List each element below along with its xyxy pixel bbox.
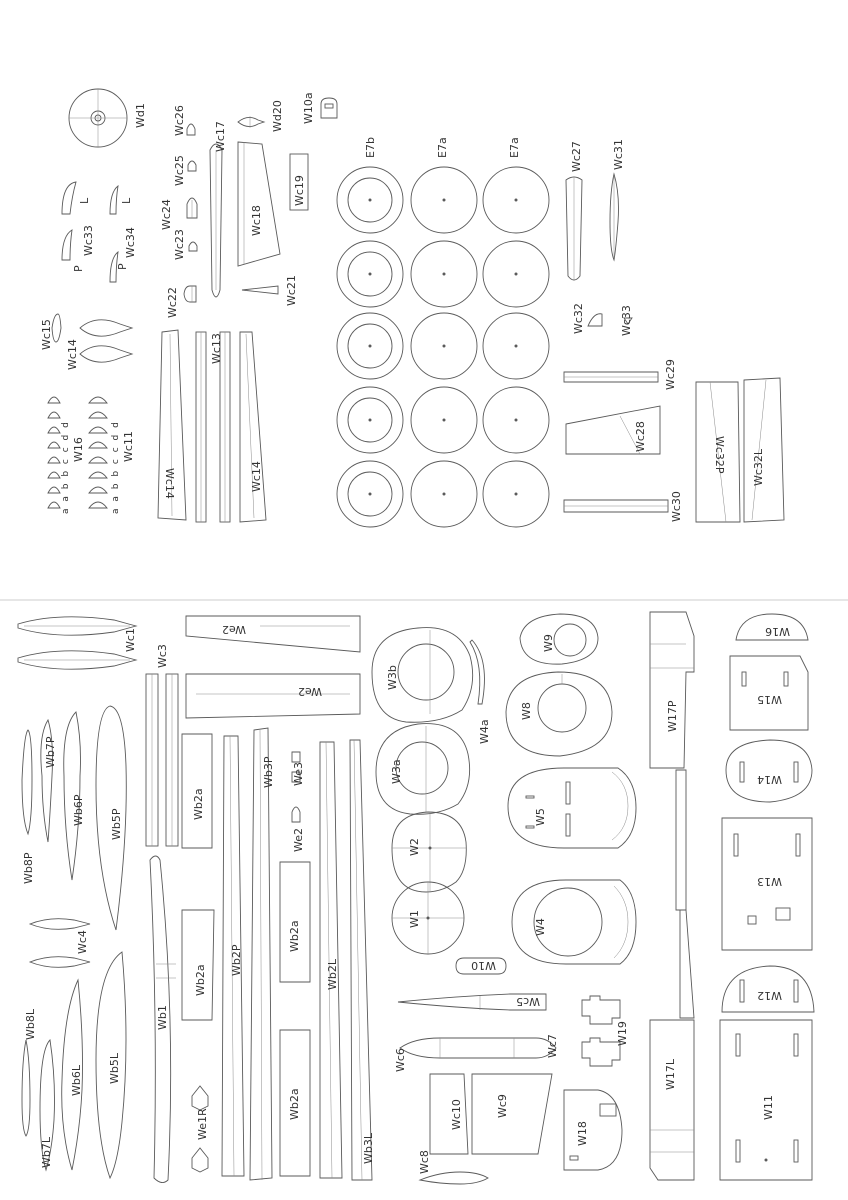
part-wc5 [398,994,546,1010]
mark-l1: L [78,197,91,204]
label-wc7: Wc7 [546,1034,559,1058]
label-wc22: Wc22 [166,287,179,318]
label-wb2l: Wb2L [326,959,339,990]
part-w5 [508,768,636,848]
part-wc3 [146,644,178,846]
top-half [40,89,784,527]
tab-piece [89,427,107,433]
label-w15: W15 [757,693,782,706]
label-wc4: Wc4 [76,930,89,954]
label-wb2a-2: Wb2a [194,964,207,996]
tab-piece [89,472,107,478]
label-wc21: Wc21 [285,275,298,306]
part-wb7l [40,1040,55,1170]
wheel-disc [411,313,477,379]
part-wb3l [350,740,375,1180]
label-we2-b: We2 [298,685,322,698]
label-w4: W4 [534,918,547,936]
part-wb7p [41,720,57,842]
wheel-disc [337,387,403,453]
wheel-disc [483,313,549,379]
part-wc15 [40,314,61,350]
part-w8 [506,672,612,756]
wheel-disc [411,167,477,233]
part-w13 [722,818,812,950]
tab-piece [89,502,107,508]
label-wb3p: Wb3P [262,756,275,788]
bottom-half [18,612,814,1184]
label-wc32: Wc32 [572,303,585,334]
part-wc32 [572,303,602,334]
part-wc31 [610,139,625,260]
part-w17p [650,612,694,768]
part-w18 [564,1090,622,1170]
part-w10a [302,92,337,124]
label-w4a: W4a [478,719,491,744]
tab-piece [89,457,107,463]
part-wc32l [744,378,784,522]
label-w3b: W3b [386,665,399,690]
part-wc23 [173,229,197,260]
part-wb5p [96,706,126,930]
label-wc10: Wc10 [450,1099,463,1130]
label-e7b: E7b [364,137,377,158]
label-w17l: W17L [664,1058,677,1090]
part-wc28 [566,406,660,454]
label-wb1: Wb1 [156,1005,169,1030]
label-w19: W19 [616,1021,629,1046]
label-wc34: Wc34 [124,227,137,258]
label-wb2p: Wb2P [230,944,243,976]
part-wc21 [242,275,298,306]
label-wd1: Wd1 [134,103,147,128]
part-w15 [730,656,808,730]
label-wc5: Wc5 [516,995,540,1008]
part-wb2p [222,736,244,1176]
wheel-disc [483,387,549,453]
part-w12 [722,966,814,1012]
part-wc6 [394,1034,559,1072]
label-wc9: Wc9 [496,1094,509,1118]
part-wc13 [196,332,230,522]
part-wd1 [69,89,147,147]
label-wc32l: Wc32L [752,448,765,486]
label-wc33: Wc33 [620,305,633,336]
label-w1: W1 [408,910,421,928]
wheel-disc [337,461,403,527]
label-wb6p: Wb6P [72,794,85,826]
wheel-disc [411,241,477,307]
part-wc27 [566,141,583,280]
label-e7a-1: E7a [436,137,449,158]
label-wc28: Wc28 [634,421,647,452]
tab-piece [48,412,60,418]
label-w8: W8 [520,702,533,720]
label-we2-a: We2 [222,623,246,636]
wheel-grid [337,167,549,527]
label-wc14-a: Wc14 [163,468,176,499]
label-wb2a-4: Wb2a [288,1088,301,1120]
mark-l2: L [120,197,133,204]
part-w4 [512,880,636,964]
part-wb1 [150,856,176,1183]
label-we2-small: We2 [292,828,305,852]
part-wc26 [173,105,195,136]
label-e7a-2: E7a [508,137,521,158]
label-wc25: Wc25 [173,155,186,186]
label-w3a: W3a [390,759,403,784]
label-wc23: Wc23 [173,229,186,260]
wheel-disc [483,167,549,233]
part-wc30 [564,491,683,522]
part-wb6p [64,712,85,880]
part-w3b [372,628,473,723]
label-wc33: Wc33 [82,225,95,256]
label-wc6: Wc6 [394,1048,407,1072]
label-w11: W11 [762,1095,775,1120]
part-we2-b [186,674,360,718]
tab-piece [48,442,60,448]
part-w2 [392,812,466,892]
part-w16 [736,614,808,640]
part-wb5l [96,952,126,1178]
label-wc18: Wc18 [250,205,263,236]
marks-wc11: a a b b c c d d [111,420,121,514]
label-wd20: Wd20 [271,100,284,132]
wheel-disc [337,241,403,307]
tab-piece [89,487,107,493]
part-wc32p [696,382,740,522]
label-w10a: W10a [302,92,315,124]
part-wc10 [430,1074,468,1154]
wheel-disc [337,313,403,379]
tab-piece [48,502,60,508]
tab-piece [89,412,107,418]
label-wc24: Wc24 [160,199,173,230]
part-w17l [650,1020,694,1180]
tab-piece [89,442,107,448]
tab-piece [89,397,107,403]
label-wb7l: Wb7L [40,1137,53,1168]
label-wc26: Wc26 [173,105,186,136]
part-wc14-b [240,332,266,522]
label-wc30: Wc30 [670,491,683,522]
label-w5: W5 [534,808,547,826]
label-wc17: Wc17 [214,121,227,152]
label-wb8l: Wb8L [24,1009,37,1040]
label-w12: W12 [757,989,782,1002]
part-wb6l [62,980,83,1170]
label-wb6l: Wb6L [70,1065,83,1096]
label-wc13: Wc13 [210,333,223,364]
part-we2-small [292,807,305,852]
part-wb8p [22,730,35,884]
tab-piece [48,487,60,493]
label-wc19: Wc19 [293,175,306,206]
label-w9: W9 [542,634,555,652]
part-wc29 [564,359,677,390]
tab-piece [48,427,60,433]
part-w3a [376,724,470,815]
label-wc14-b: Wc14 [250,461,263,492]
label-wc27: Wc27 [570,141,583,172]
label-wc29: Wc29 [664,359,677,390]
label-wc32p: Wc32P [713,436,726,474]
label-wb5p: Wb5P [110,808,123,840]
wheel-disc [411,387,477,453]
part-wb2a-2 [182,910,214,1020]
label-w2: W2 [408,838,421,856]
label-wc31: Wc31 [612,139,625,170]
label-wc14-small: Wc14 [66,339,79,370]
label-wb7p: Wb7P [44,736,57,768]
part-wc33 [620,305,633,336]
label-wb2a-3: Wb2a [288,920,301,952]
part-wb2l [320,742,342,1178]
part-wc18 [238,142,280,266]
tab-piece [48,397,60,403]
part-w17-strut [676,770,694,1018]
part-w4a [470,640,491,744]
part-wb2a-4 [280,1030,310,1176]
part-wc33-wc34 [62,182,137,282]
part-w1 [392,882,464,954]
tab-piece [48,472,60,478]
part-wd20 [238,100,284,132]
part-we1r [192,1086,209,1172]
mark-p2: P [116,263,129,270]
part-wb3p [250,728,275,1180]
label-we3: We3 [292,762,305,786]
wheel-disc [337,167,403,233]
part-wc1 [18,617,137,669]
part-w10 [456,958,506,974]
part-wc19 [290,154,308,210]
label-wb5l: Wb5L [108,1053,121,1084]
part-wc4 [30,919,90,968]
tab-piece [48,457,60,463]
label-w14: W14 [757,773,782,786]
wheel-disc [411,461,477,527]
part-we3 [292,752,305,786]
label-wc15: Wc15 [40,319,53,350]
wheel-disc [483,241,549,307]
part-wc9 [472,1074,552,1154]
part-we2-a [186,616,360,652]
part-wc8 [418,1150,488,1184]
part-wb2a-1 [182,734,212,848]
label-w17p: W17P [666,700,679,732]
label-w10: W10 [471,959,496,972]
part-w9 [520,614,598,664]
label-wc11: Wc11 [122,431,135,462]
part-wb2a-3 [280,862,310,982]
part-wb8l [22,1008,37,1136]
part-wc14-small [66,320,132,370]
label-w16: W16 [72,437,85,462]
part-wc14-a [158,330,186,520]
part-w14 [726,740,812,802]
wheel-disc [483,461,549,527]
label-wc8: Wc8 [418,1150,431,1174]
part-wc24 [160,198,197,230]
label-wc3: Wc3 [156,644,169,668]
part-wc22 [166,286,196,318]
label-wb8p: Wb8P [22,852,35,884]
part-wc17 [210,121,227,297]
label-w16: W16 [765,625,790,638]
label-wb2a-1: Wb2a [192,788,205,820]
label-w13: W13 [757,875,782,888]
marks-w16: a a b b c c d d [61,420,71,514]
label-we1r: We1R [196,1108,209,1140]
part-wc25 [173,155,196,186]
label-wb3l: Wb3L [362,1133,375,1164]
label-wc1: Wc1 [124,628,137,652]
mark-p1: P [72,265,85,272]
label-w18: W18 [576,1121,589,1146]
part-w11 [720,1020,812,1180]
part-w19 [582,996,629,1066]
